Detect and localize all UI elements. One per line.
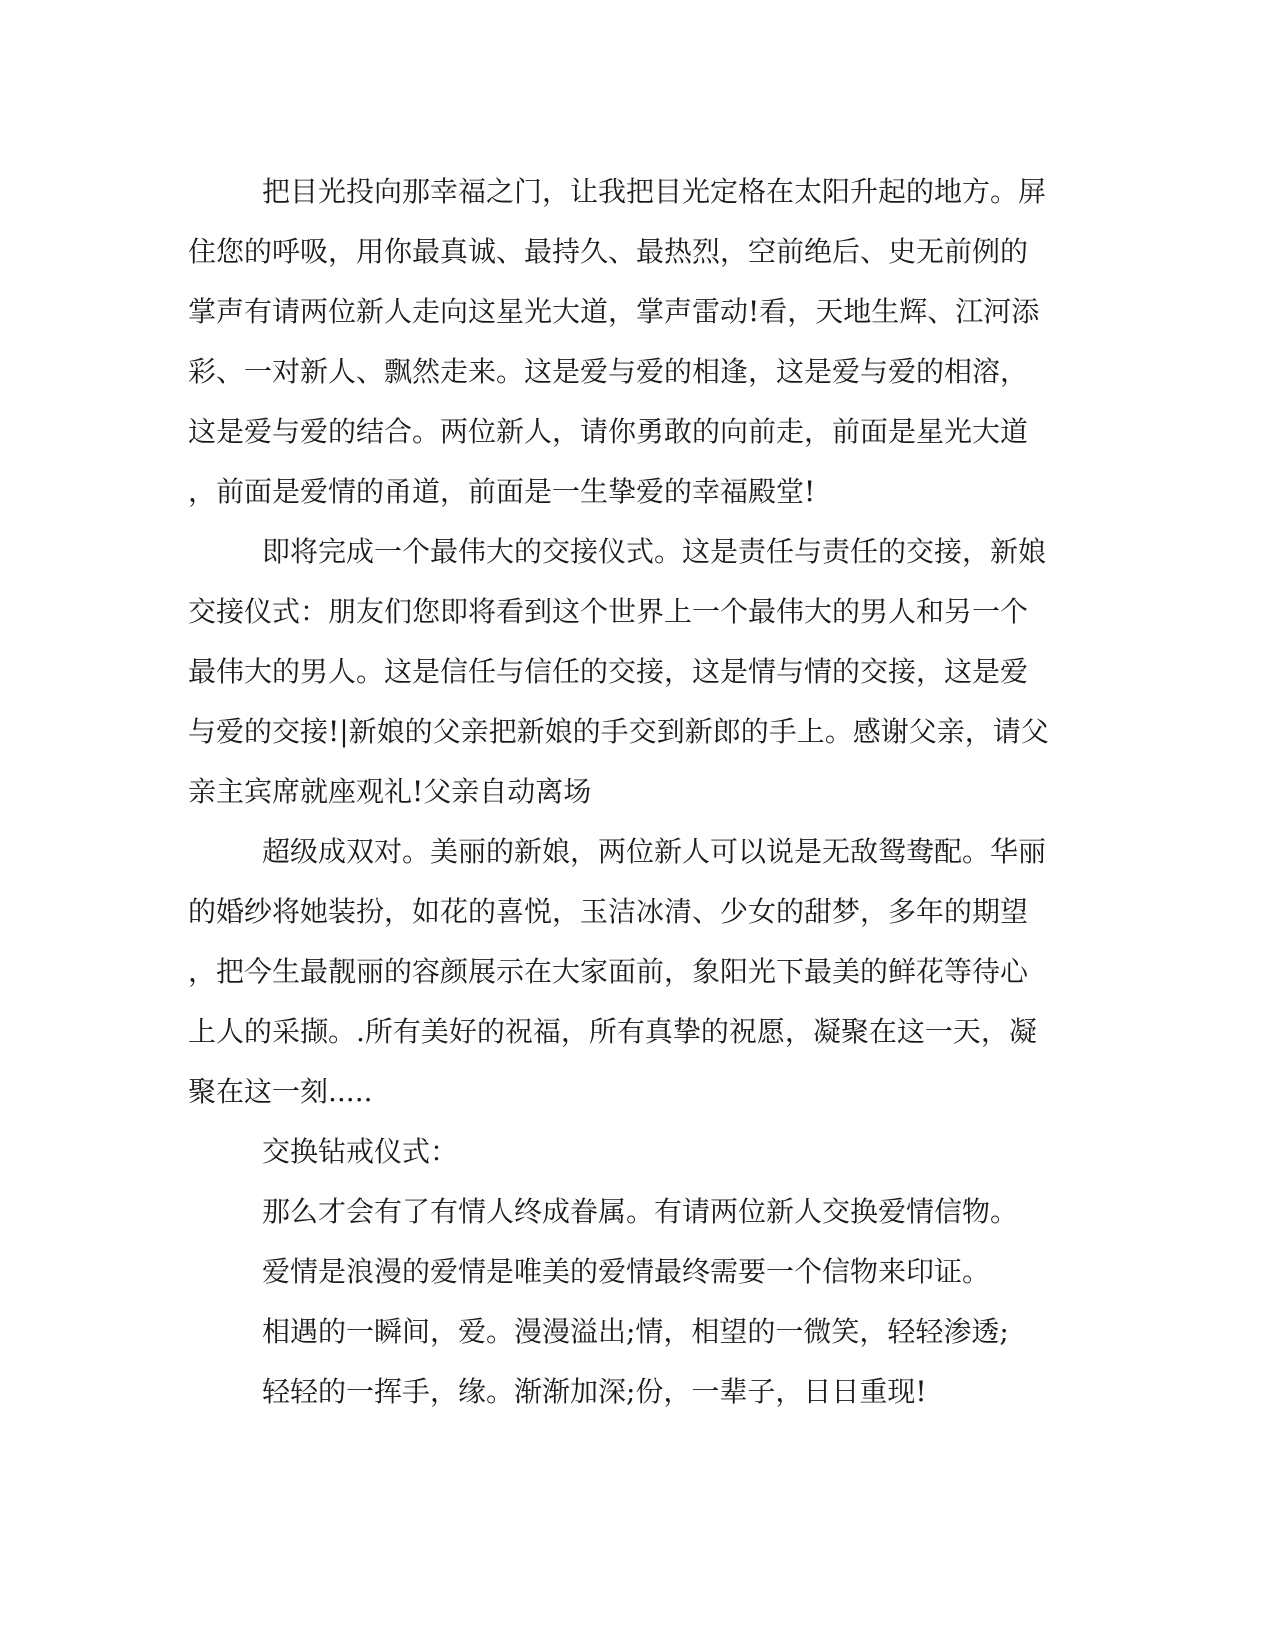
paragraph-ring-4 bbox=[188, 1362, 1058, 1422]
text-line: 与爱的交接!|新娘的父亲把新娘的手交到新郎的手上。感谢父亲，请父 bbox=[188, 715, 1049, 748]
text-line: 掌声有请两位新人走向这星光大道，掌声雷动!看，天地生辉、江河添 bbox=[188, 295, 1040, 328]
text-line: 爱情是浪漫的爱情是唯美的爱情最终需要一个信物来印证。 bbox=[262, 1255, 991, 1288]
paragraph-welcome bbox=[188, 162, 1058, 522]
text-line: 相遇的一瞬间，爱。漫漫溢出;情，相望的一微笑，轻轻渗透; bbox=[262, 1315, 1009, 1348]
text-line: 那么才会有了有情人终成眷属。有请两位新人交换爱情信物。 bbox=[262, 1195, 1019, 1228]
paragraph-ring-1 bbox=[188, 1182, 1058, 1242]
text-line: ，前面是爱情的甬道，前面是一生挚爱的幸福殿堂! bbox=[188, 475, 816, 508]
paragraph-ring-3 bbox=[188, 1302, 1058, 1362]
text-line: 交接仪式：朋友们您即将看到这个世界上一个最伟大的男人和另一个 bbox=[188, 595, 1029, 628]
text-line: 这是爱与爱的结合。两位新人，请你勇敢的向前走，前面是星光大道 bbox=[188, 415, 1029, 448]
text-line: 亲主宾席就座观礼!父亲自动离场 bbox=[188, 775, 592, 808]
text-line: 彩、一对新人、飘然走来。这是爱与爱的相逢，这是爱与爱的相溶， bbox=[188, 355, 1029, 388]
document-body bbox=[188, 162, 1058, 1422]
text-line: 把目光投向那幸福之门，让我把目光定格在太阳升起的地方。屏 bbox=[262, 175, 1047, 208]
text-line: 即将完成一个最伟大的交接仪式。这是责任与责任的交接，新娘 bbox=[262, 535, 1047, 568]
text-line: 交换钻戒仪式： bbox=[262, 1135, 459, 1168]
paragraph-ring-heading bbox=[188, 1122, 1058, 1182]
text-line: 轻轻的一挥手，缘。渐渐加深;份，一辈子，日日重现! bbox=[262, 1375, 927, 1408]
text-line: ，把今生最靓丽的容颜展示在大家面前，象阳光下最美的鲜花等待心 bbox=[188, 955, 1029, 988]
text-line: 超级成双对。美丽的新娘，两位新人可以说是无敌鸳鸯配。华丽 bbox=[262, 835, 1047, 868]
paragraph-bride bbox=[188, 822, 1058, 1122]
text-line: 的婚纱将她装扮，如花的喜悦，玉洁冰清、少女的甜梦，多年的期望 bbox=[188, 895, 1029, 928]
paragraph-handover bbox=[188, 522, 1058, 822]
paragraph-ring-2 bbox=[188, 1242, 1058, 1302]
text-line: 最伟大的男人。这是信任与信任的交接，这是情与情的交接，这是爱 bbox=[188, 655, 1029, 688]
text-line: 住您的呼吸，用你最真诚、最持久、最热烈，空前绝后、史无前例的 bbox=[188, 235, 1029, 268]
text-line: 聚在这一刻..... bbox=[188, 1075, 373, 1108]
text-line: 上人的采撷。.所有美好的祝福，所有真挚的祝愿，凝聚在这一天，凝 bbox=[188, 1015, 1037, 1048]
